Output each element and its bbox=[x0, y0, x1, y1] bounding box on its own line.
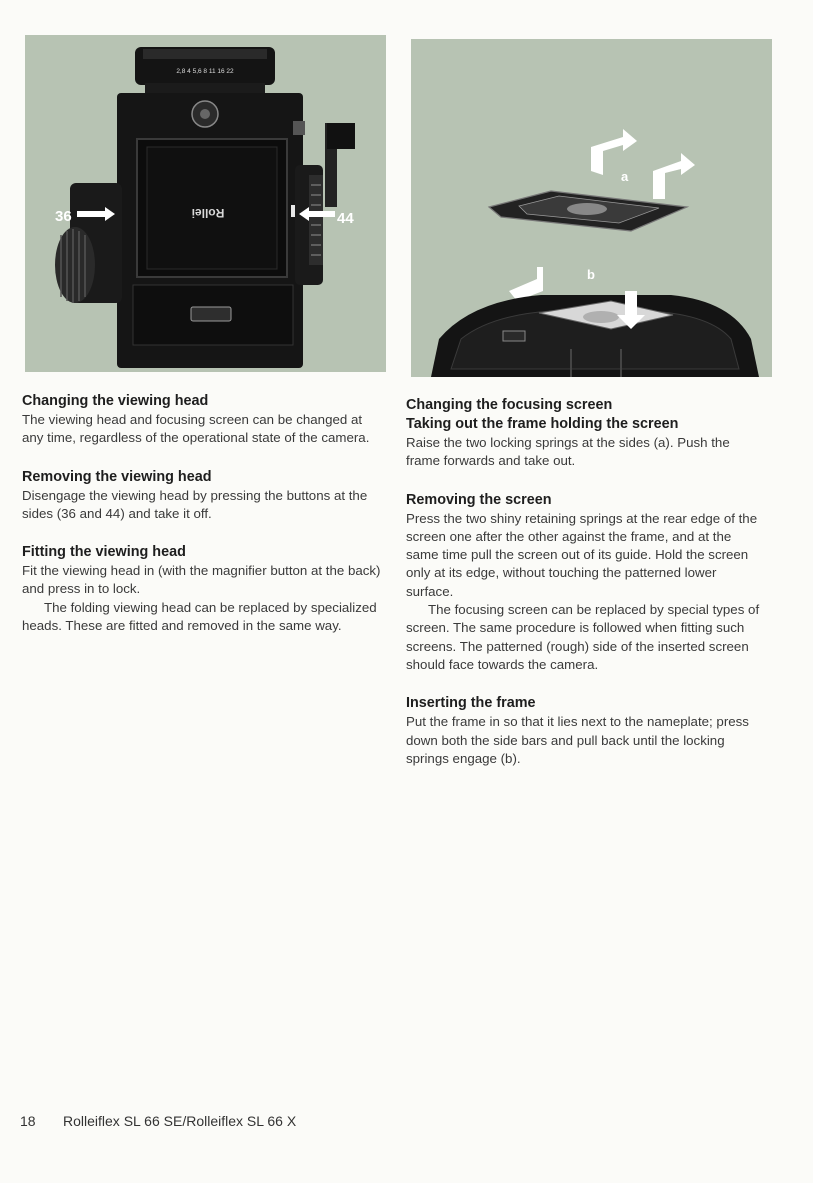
paragraph: Press the two shiny retaining springs at the rear edge of the screen one after the other against the frame, and at the same time pull the screen out of its guide. Hold the screen only at its edge, without touching the patterned lower surface. bbox=[406, 510, 758, 599]
arrow-up-icon bbox=[653, 153, 695, 199]
section-changing-viewing-head bbox=[22, 392, 382, 448]
section-heading: Removing the viewing head bbox=[22, 468, 212, 485]
camera-viewing-head-photo bbox=[25, 35, 386, 372]
paragraph: The focusing screen can be replaced by special types of screen. The same procedure is followed when fitting such screens. The patterned (rough) side of the inserted screen should face towards the camera. bbox=[406, 602, 760, 672]
rollei-logo: Rollei bbox=[191, 206, 225, 220]
section-removing-viewing-head bbox=[22, 468, 382, 524]
label-b: b bbox=[587, 267, 595, 282]
paragraph: Fit the viewing head in (with the magnifier button at the back) and press in to lock. bbox=[22, 563, 381, 597]
arrow-up-icon bbox=[591, 129, 637, 175]
focusing-screen-photo bbox=[411, 39, 772, 377]
section-inserting-frame bbox=[406, 694, 766, 768]
paragraph: The folding viewing head can be replaced by specialized heads. These are fitted and removed in the same way. bbox=[22, 599, 377, 634]
right-text-column bbox=[406, 396, 766, 788]
section-removing-screen bbox=[406, 491, 766, 675]
left-text-column bbox=[22, 392, 382, 655]
section-subheading: Taking out the frame holding the screen bbox=[406, 416, 679, 432]
paragraph: The viewing head and focusing screen can be changed at any time, regardless of the operational state of the camera. bbox=[22, 412, 370, 446]
section-changing-focusing-screen bbox=[406, 396, 766, 471]
paragraph: Disengage the viewing head by pressing the buttons at the sides (36 and 44) and take it off. bbox=[22, 487, 368, 521]
section-heading: Changing the viewing head bbox=[22, 393, 209, 409]
paragraph: Put the frame in so that it lies next to the nameplate; press down both the side bars and pull back until the locking springs engage (b). bbox=[406, 714, 749, 766]
section-heading: Removing the screen bbox=[406, 491, 552, 508]
section-heading: Changing the focusing screen bbox=[406, 397, 613, 413]
paragraph: Raise the two locking springs at the sides (a). Push the frame forwards and take out. bbox=[406, 435, 730, 469]
label-36: 36 bbox=[55, 208, 72, 225]
page-number: 18 bbox=[20, 1113, 36, 1129]
section-fitting-viewing-head bbox=[22, 543, 382, 635]
label-a: a bbox=[621, 169, 629, 184]
label-44: 44 bbox=[337, 210, 354, 227]
section-heading: Fitting the viewing head bbox=[22, 544, 186, 561]
lens-scale: 2,8 4 5,6 8 11 16 22 bbox=[176, 68, 234, 75]
section-heading: Inserting the frame bbox=[406, 695, 536, 712]
footer-title: Rolleiflex SL 66 SE/Rolleiflex SL 66 X bbox=[63, 1113, 297, 1129]
